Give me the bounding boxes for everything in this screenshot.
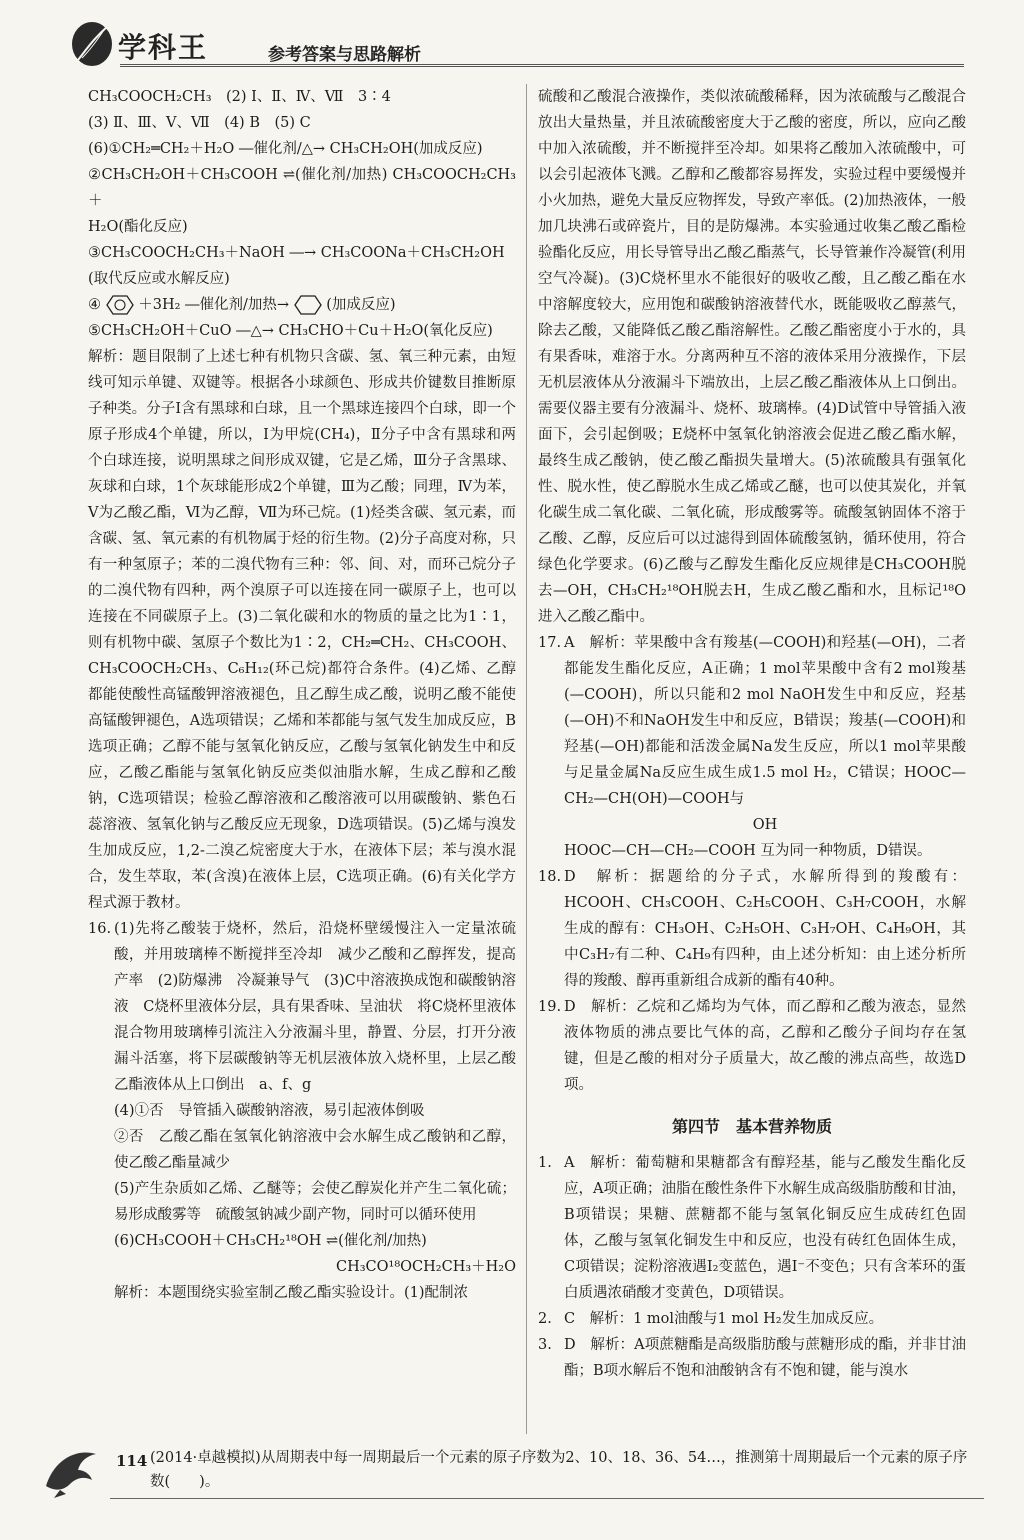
equation-line: (6)①CH₂═CH₂＋H₂O ―催化剂/△→ CH₃CH₂OH(加成反应) [88,141,483,157]
answer-line: (5)产生杂质如乙烯、乙醚等；会使乙醇炭化并产生二氧化硫；易形成酸雾等 硫酸氢钠减少副产物，同时可以循环使用 [114,1181,516,1223]
question-text: A 解析：苹果酸中含有羧基(—COOH)和羟基(—OH)，二者都能发生酯化反应，A正确；1 mol苹果酸中含有2 mol羧基(—COOH)，所以只能和2 mol NaOH发生中和反应，羟基(—OH)不和NaOH发生中和反应，B错误；羧基(—COOH)和羟基(—OH)都能和活泼金属Na发生反应，所以1 mol苹果酸与足量金属Na反应生成生成1.5 mol H₂，C错误；HOOC—CH₂—CH(OH)—COOH与 [564,635,966,807]
cyclohexane-ring-icon [294,295,322,315]
question-number: 19. [538,999,562,1015]
question-number: 18. [538,869,562,885]
page-number: 114 [116,1452,148,1470]
analysis-paragraph: 解析：本题围绕实验室制乙酸乙酯实验设计。(1)配制浓 [114,1285,469,1301]
page-header [0,0,1024,78]
question-1 [538,1150,966,1306]
dolphin-icon [40,1440,104,1500]
equation-line: (6)CH₃COOH＋CH₃CH₂¹⁸OH ⇌(催化剂/加热) [114,1233,427,1249]
footer-rule [110,1498,984,1499]
page-subtitle: 参考答案与思路解析 [268,45,421,65]
footer-question: (2014·卓越模拟)从周期表中每一周期最后一个元素的原子序数为2、10、18、36、54…，推测第十周期最后一个元素的原子序数( )。 [150,1450,968,1490]
equation-line: ⑤CH₃CH₂OH＋CuO ―△→ CH₃CHO＋Cu＋H₂O(氧化反应) [88,323,493,339]
question-text: D 解析：乙烷和乙烯均为气体，而乙醇和乙酸为液态，显然液体物质的沸点要比气体的高，乙醇和乙酸分子间均存在氢键，但是乙酸的相对分子质量大，故乙酸的沸点高些，故选D项。 [564,999,966,1093]
equation-line: (取代反应或水解反应) [88,271,230,287]
question-2 [538,1306,966,1332]
left-column [88,84,516,1306]
question-text: D 解析：据题给的分子式，水解所得到的羧酸有：HCOOH、CH₃COOH、C₂H₅COOH、C₃H₇COOH，水解生成的醇有：CH₃OH、C₂H₅OH、C₃H₇OH、C₄H₉OH，其中C₃H₇有二种、C₄H₉有四种，由上述分析知：由上述分析所得的羧酸、醇再重新组合成新的酯有40种。 [564,869,966,989]
question-number: 2. [538,1311,552,1327]
answer-line: (3) Ⅱ、Ⅲ、Ⅴ、Ⅶ (4) B (5) C [88,115,311,131]
benzene-ring-icon [106,295,134,315]
question-number: 3. [538,1337,552,1353]
question-number: 1. [538,1155,552,1171]
column-divider [526,84,527,1434]
page-footer [40,1440,984,1510]
equation-note: (加成反应) [326,297,396,313]
question-text: C 解析：1 mol油酸与1 mol H₂发生加成反应。 [564,1311,884,1327]
answer-line: (4)①否 导管插入碳酸钠溶液，易引起液体倒吸 [114,1103,425,1119]
section-title: 第四节 基本营养物质 [671,1117,832,1136]
structure-branch: OH [752,817,778,833]
structure-line: HOOC—CH—CH₂—COOH 互为同一种物质，D错误。 [564,843,932,859]
header-rule [120,64,964,67]
question-19 [538,994,966,1098]
question-text: (1)先将乙酸装于烧杯，然后，沿烧杯壁缓慢注入一定量浓硫酸，并用玻璃棒不断搅拌至冷却 减少乙酸和乙醇挥发，提高产率 (2)防爆沸 冷凝兼导气 (3)C中溶液换成饱和碳酸钠溶液 C烧杯里液体分层，具有果香味、呈油状 将C烧杯里液体混合物用玻璃棒引流注入分液漏斗里，静置、分层，打开分液漏斗活塞，将下层碳酸钠等无机层液体放入烧杯里，上层乙酸乙酯液体从上口倒出 a、f、g [114,921,516,1093]
equation-line: ③CH₃COOCH₂CH₃＋NaOH ―→ CH₃COONa＋CH₃CH₂OH [88,245,505,261]
equation-label: ④ [88,297,101,313]
equation-line: ②CH₃CH₂OH＋CH₃COOH ⇌(催化剂/加热) CH₃COOCH₂CH₃＋ [88,167,516,209]
equation-text: ＋3H₂ ―催化剂/加热→ [138,297,290,313]
question-3 [538,1332,966,1384]
leaf-logo-icon [68,20,116,68]
equation-line: CH₃CO¹⁸OCH₂CH₃＋H₂O [336,1259,516,1275]
equation-line [88,292,516,318]
right-column [538,84,966,1384]
question-number: 16. [88,921,112,937]
question-text: D 解析：A项蔗糖酯是高级脂肪酸与蔗糖形成的酯，并非甘油酯；B项水解后不饱和油酸钠含有不饱和键，能与溴水 [564,1337,966,1379]
answer-line: ②否 乙酸乙酯在氢氧化钠溶液中会水解生成乙酸钠和乙醇，使乙酸乙酯量减少 [114,1129,516,1171]
question-number: 17. [538,635,562,651]
analysis-paragraph: 解析：题目限制了上述七种有机物只含碳、氢、氧三种元素，由短线可知示单键、双键等。根据各小球颜色、形成共价键数目推断原子种类。分子Ⅰ含有黑球和白球，且一个黑球连接四个白球，即一个原子形成4个单键，所以，Ⅰ为甲烷(CH₄)，Ⅱ分子中含有黑球和两个白球连接，说明黑球之间形成双键，它是乙烯，Ⅲ分子含黑球、灰球和白球，1个灰球能形成2个单键，Ⅲ为乙酸；同理，Ⅳ为苯，Ⅴ为乙酸乙酯，Ⅵ为乙醇，Ⅶ为环己烷。(1)烃类含碳、氢元素，而含碳、氢、氧元素的有机物属于烃的衍生物。(2)分子高度对称，只有一种氢原子；苯的二溴代物有三种：邻、间、对，而环己烷分子的二溴代物有四种，两个溴原子可以连接在同一碳原子上，也可以连接在不同碳原子上。(3)二氧化碳和水的物质的量之比为1∶1，则有机物中碳、氢原子个数比为1∶2，CH₂═CH₂、CH₃COOH、CH₃COOCH₂CH₃、C₆H₁₂(环己烷)都符合条件。(4)乙烯、乙醇都能使酸性高锰酸钾溶液褪色，且乙醇生成乙酸，说明乙酸不能使高锰酸钾褪色，A选项错误；乙烯和苯都能与氢气发生加成反应，B选项正确；乙醇不能与氢氧化钠反应，乙酸与氢氧化钠发生中和反应，乙酸乙酯能与氢氧化钠反应类似油脂水解，生成乙醇和乙酸钠，C选项错误；检验乙醇溶液和乙酸溶液可以用碳酸钠、紫色石蕊溶液、氢氧化钠与乙酸反应无现象，D选项错误。(5)乙烯与溴发生加成反应，1,2-二溴乙烷密度大于水，在液体下层；苯与溴水混合，发生萃取，苯(含溴)在液体上层，C选项正确。(6)有关化学方程式源于教材。 [88,349,516,911]
equation-line: H₂O(酯化反应) [88,219,188,235]
question-18 [538,864,966,994]
question-17 [538,630,966,812]
analysis-paragraph: 硫酸和乙酸混合液操作，类似浓硫酸稀释，因为浓硫酸与乙酸混合放出大量热量，并且浓硫酸密度大于乙酸的密度，所以，应向乙酸中加入浓硫酸，并不断搅拌至冷却。如果将乙酸加入浓硫酸中，可以会引起液体飞溅。乙醇和乙酸都容易挥发，实验过程中要缓慢并小火加热，避免大量反应物挥发，导致产率低。(2)加热液体，一般加几块沸石或碎瓷片，目的是防爆沸。本实验通过收集乙酸乙酯检验酯化反应，用长导管导出乙酸乙酯蒸气，长导管兼作冷凝管(利用空气冷凝)。(3)C烧杯里水不能很好的吸收乙酸，且乙酸乙酯在水中溶解度较大，应用饱和碳酸钠溶液替代水，既能吸收乙醇蒸气，除去乙酸，又能降低乙酸乙酯溶解性。乙酸乙酯密度小于水的，具有果香味，难溶于水。分离两种互不溶的液体采用分液操作，下层无机层液体从分液漏斗下端放出，上层乙酸乙酯液体从上口倒出。需要仪器主要有分液漏斗、烧杯、玻璃棒。(4)D试管中导管插入液面下，会引起倒吸；E烧杯中氢氧化钠溶液会促进乙酸乙酯水解，最终生成乙酸钠，使乙酸乙酯损失量增大。(5)浓硫酸具有强氧化性、脱水性，使乙醇脱水生成乙烯或乙醚，也可以使其炭化，并氧化碳生成二氧化碳、二氧化硫，形成酸雾等。硫酸氢钠固体不溶于乙酸、乙醇，反应后可以过滤得到固体硫酸氢钠，循环使用，符合绿色化学要求。(6)乙酸与乙醇发生酯化反应规律是CH₃COOH脱去—OH，CH₃CH₂¹⁸OH脱去H，生成乙酸乙酯和水，且标记¹⁸O进入乙酸乙酯中。 [538,89,966,625]
brand-title: 学科王 [118,31,209,64]
question-16 [88,916,516,1098]
question-text: A 解析：葡萄糖和果糖都含有醇羟基，能与乙酸发生酯化反应，A项正确；油脂在酸性条件下水解生成高级脂肪酸和甘油，B项错误；果糖、蔗糖都不能与氢氧化铜反应生成砖红色固体，乙酸与氢氧化铜发生中和反应，也没有砖红色固体生成，C项错误；淀粉溶液遇I₂变蓝色，遇I⁻不变色；只有含苯环的蛋白质遇浓硝酸才变黄色，D项错误。 [564,1155,966,1301]
answer-line: CH₃COOCH₂CH₃ (2) Ⅰ、Ⅱ、Ⅳ、Ⅶ 3∶4 [88,89,391,105]
